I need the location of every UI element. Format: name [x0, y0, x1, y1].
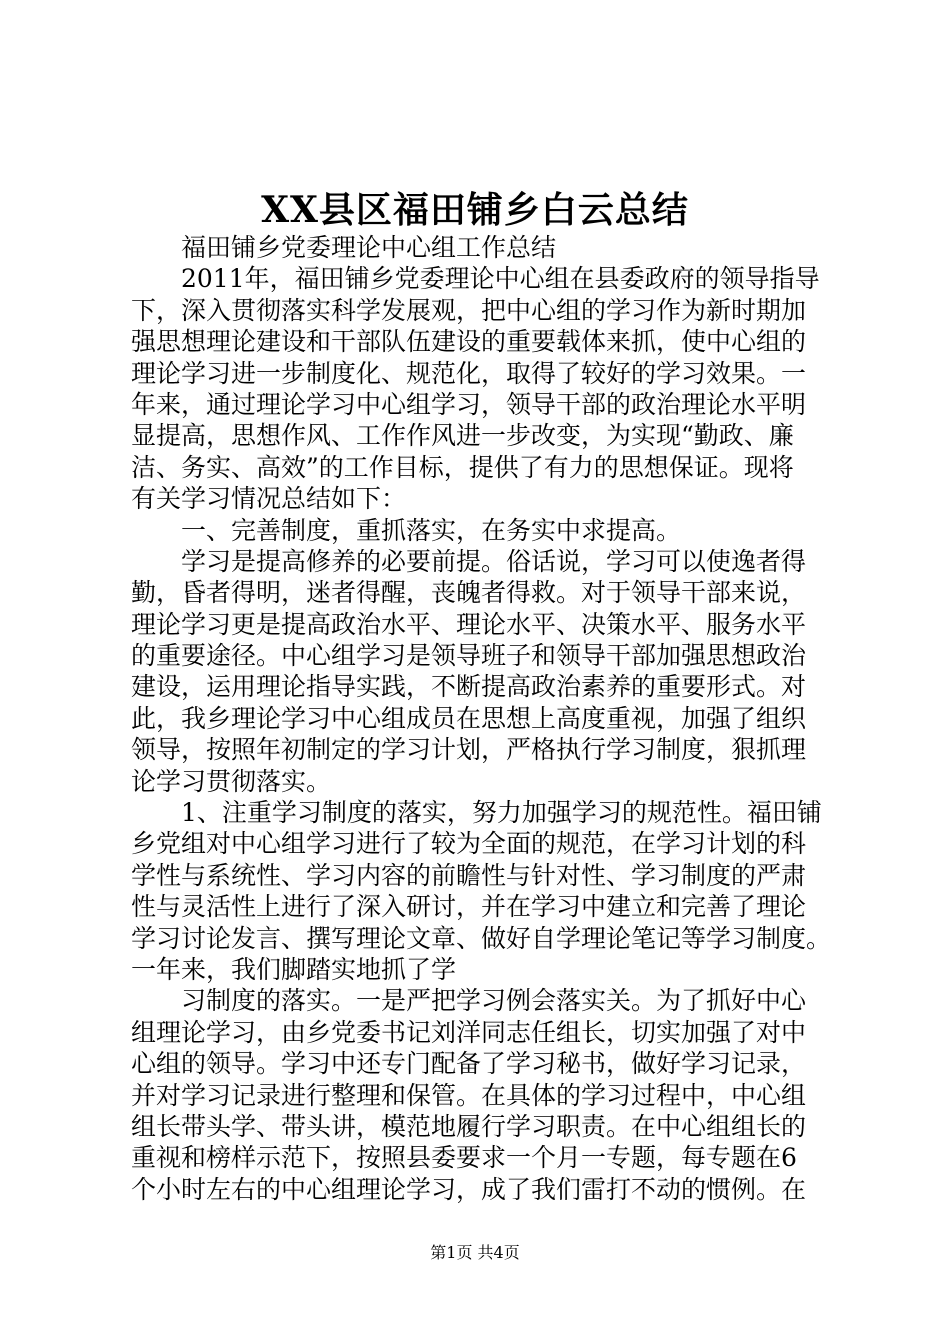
text-line: 理论学习更是提高政治水平、理论水平、决策水平、服务水平 — [131, 609, 807, 639]
text-line: 论学习贯彻落实。 — [131, 766, 332, 796]
text-line: 理论学习进一步制度化、规范化，取得了较好的学习效果。一 — [131, 358, 807, 388]
document-body — [131, 232, 851, 1205]
text-line: 下，深入贯彻落实科学发展观，把中心组的学习作为新时期加 — [131, 295, 807, 325]
text-line: 一、完善制度，重抓落实，在务实中求提高。 — [131, 515, 682, 545]
text-line: 年来，通过理论学习中心组学习，领导干部的政治理论水平明 — [131, 389, 807, 419]
page-number: 第1页 共4页 — [430, 1243, 520, 1262]
text-line: 洁、务实、高效”的工作目标，提供了有力的思想保证。现将 — [131, 452, 794, 482]
text-line: 此，我乡理论学习中心组成员在思想上高度重视，加强了组织 — [131, 703, 807, 733]
text-line: 1、注重学习制度的落实，努力加强学习的规范性。福田铺 — [131, 798, 822, 828]
text-line: 并对学习记录进行整理和保管。在具体的学习过程中，中心组 — [131, 1080, 807, 1110]
document-title: XX县区福田铺乡白云总结 — [261, 189, 689, 231]
text-line: 勤，昏者得明，迷者得醒，丧魄者得救。对于领导干部来说， — [131, 578, 807, 608]
text-line: 2011年，福田铺乡党委理论中心组在县委政府的领导指导 — [131, 264, 820, 294]
text-line: 学习是提高修养的必要前提。俗话说，学习可以使逸者得 — [131, 546, 807, 576]
text-line: 强思想理论建设和干部队伍建设的重要载体来抓，使中心组的 — [131, 327, 807, 357]
text-line: 性与灵活性上进行了深入研讨，并在学习中建立和完善了理论 — [131, 892, 807, 922]
text-line: 习制度的落实。一是严把学习例会落实关。为了抓好中心 — [131, 986, 807, 1016]
text-line: 组长带头学、带头讲，模范地履行学习职责。在中心组组长的 — [131, 1111, 807, 1141]
text-line: 乡党组对中心组学习进行了较为全面的规范，在学习计划的科 — [131, 829, 807, 859]
text-line: 福田铺乡党委理论中心组工作总结 — [131, 233, 557, 262]
text-line: 一年来，我们脚踏实地抓了学 — [131, 954, 457, 984]
text-line: 学习讨论发言、撰写理论文章、做好自学理论笔记等学习制度。 — [131, 923, 832, 953]
text-line: 个小时左右的中心组理论学习，成了我们雷打不动的惯例。在 — [131, 1174, 807, 1204]
text-line: 有关学习情况总结如下： — [131, 484, 407, 514]
text-line: 组理论学习，由乡党委书记刘洋同志任组长，切实加强了对中 — [131, 1017, 807, 1047]
text-line: 建设，运用理论指导实践，不断提高政治素养的重要形式。对 — [131, 672, 807, 702]
text-line: 显提高，思想作风、工作作风进一步改变，为实现“勤政、廉 — [131, 421, 794, 451]
text-line: 领导，按照年初制定的学习计划，严格执行学习制度，狠抓理 — [131, 735, 807, 765]
text-line: 重视和榜样示范下，按照县委要求一个月一专题，每专题在6 — [131, 1143, 797, 1173]
text-line: 心组的领导。学习中还专门配备了学习秘书，做好学习记录， — [131, 1049, 807, 1079]
text-line: 的重要途径。中心组学习是领导班子和领导干部加强思想政治 — [131, 641, 807, 671]
text-line: 学性与系统性、学习内容的前瞻性与针对性、学习制度的严肃 — [131, 860, 807, 890]
